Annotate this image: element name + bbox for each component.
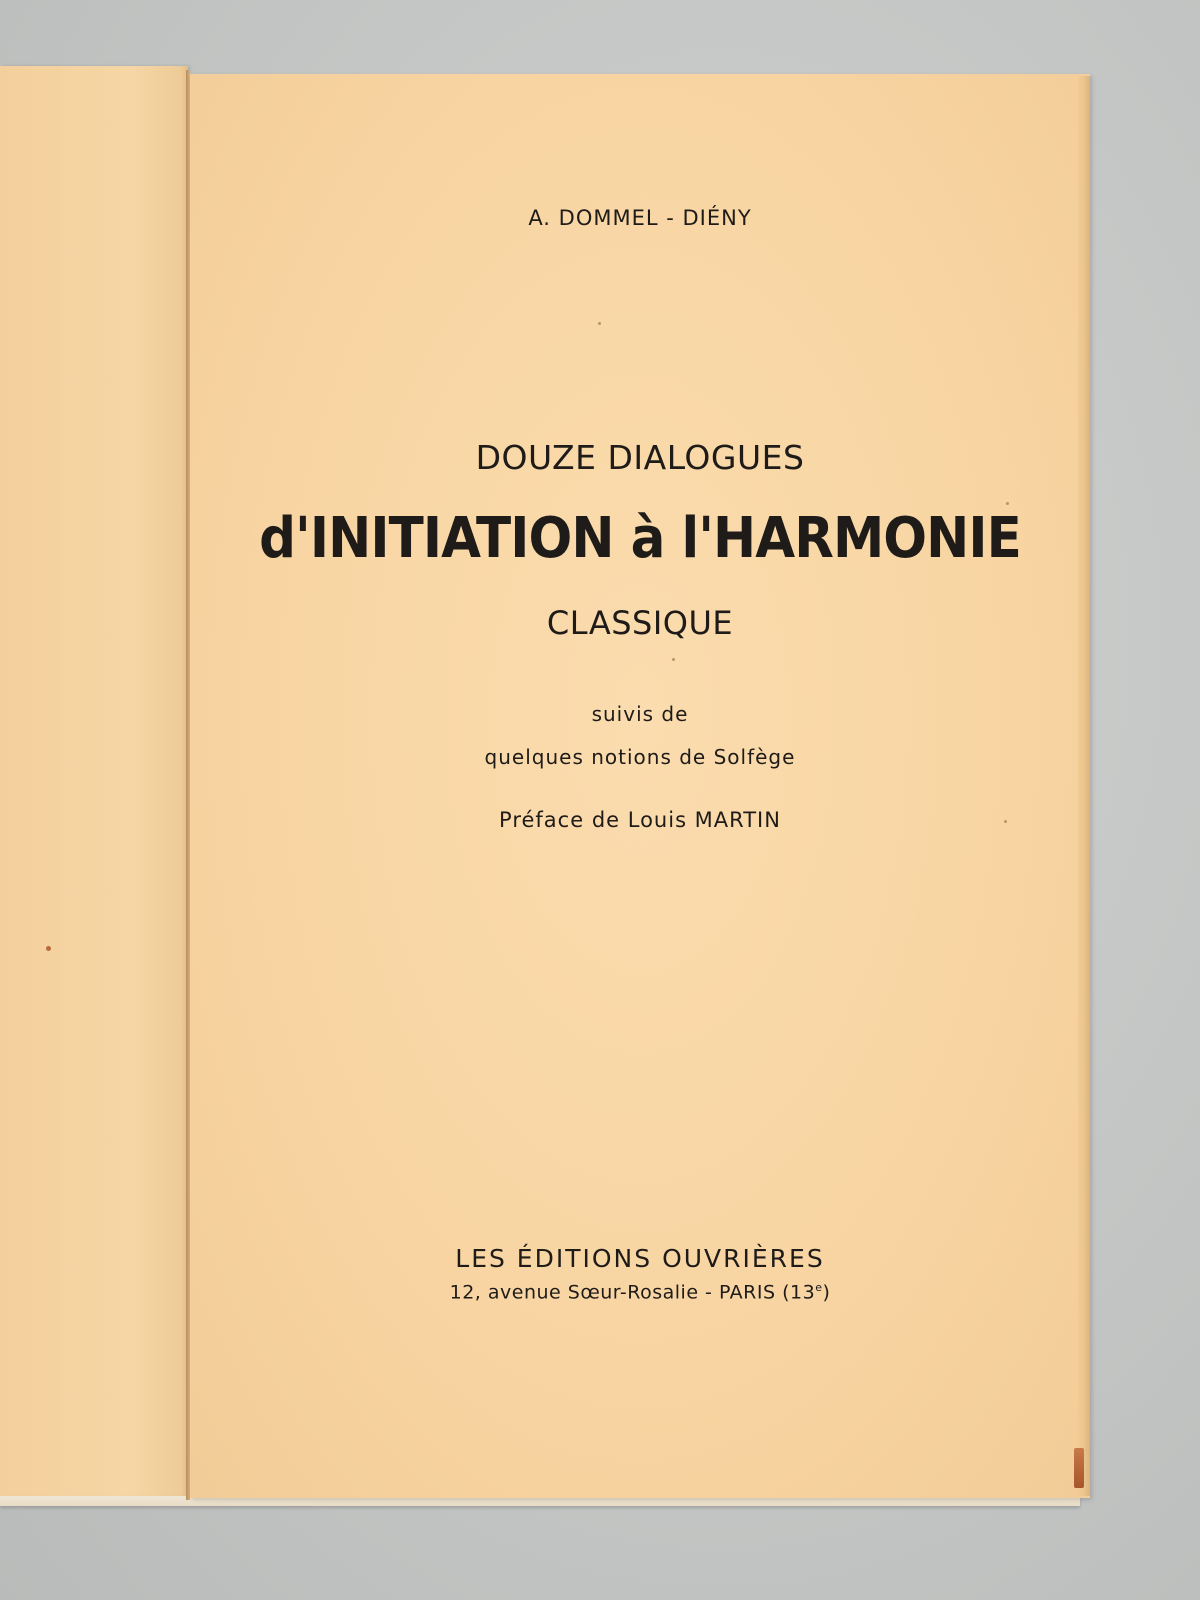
paper-speck — [672, 658, 675, 661]
publisher-address — [190, 1281, 1090, 1303]
title-line-2: d'INITIATION à l'HARMONIE — [259, 506, 1021, 571]
title-line-3: CLASSIQUE — [546, 604, 734, 642]
address-end: ) — [822, 1281, 831, 1304]
title-line-1: DOUZE DIALOGUES — [475, 438, 805, 477]
paper-speck — [46, 946, 51, 951]
subtitle-line-2: quelques notions de Solfège — [484, 745, 796, 769]
paper-speck — [598, 322, 601, 325]
paper-speck — [1006, 502, 1009, 505]
preface-credit: Préface de Louis MARTIN — [499, 808, 781, 832]
address-main: 12, avenue Sœur-Rosalie - PARIS (13 — [449, 1281, 816, 1304]
author-name: A. DOMMEL - DIÉNY — [528, 206, 752, 230]
rust-mark — [1074, 1448, 1084, 1488]
address-superscript: e — [815, 1281, 823, 1294]
left-page — [0, 66, 188, 1502]
publisher-name: LES ÉDITIONS OUVRIÈRES — [455, 1244, 825, 1273]
subtitle-line-1: suivis de — [591, 702, 689, 726]
